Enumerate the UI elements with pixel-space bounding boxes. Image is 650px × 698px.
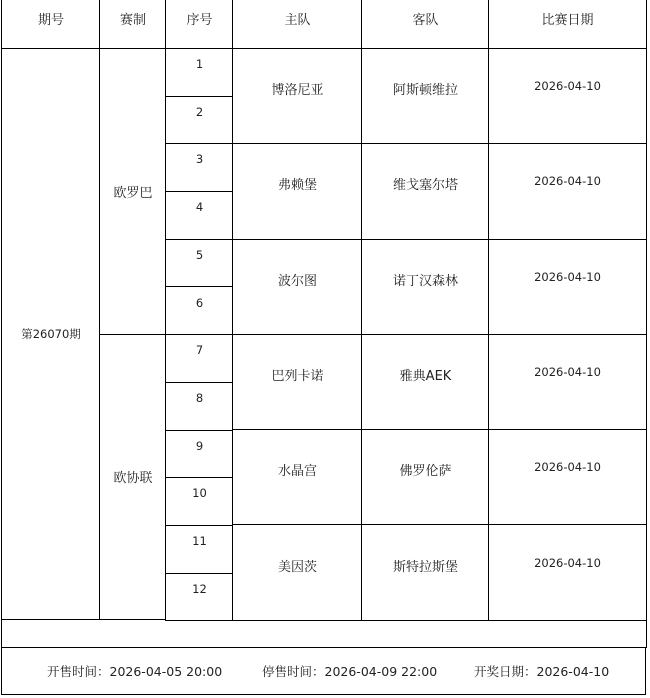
header-home: 主队 <box>232 0 362 49</box>
away-team-cell: 佛罗伦萨 <box>361 429 489 525</box>
spacer-row <box>1 619 647 648</box>
seq-number-cell: 8 <box>165 382 233 431</box>
draw-date-text: 开奖日期：2026-04-10 <box>474 664 610 679</box>
competition-cell-conference: 欧协联 <box>99 334 166 620</box>
match-date-cell: 2026-04-10 <box>488 143 647 239</box>
header-seq: 序号 <box>165 0 233 49</box>
footer-row <box>1 647 646 695</box>
match-date-cell: 2026-04-10 <box>488 239 647 335</box>
match-date-cell: 2026-04-10 <box>488 429 647 525</box>
home-team-cell: 弗赖堡 <box>232 143 362 239</box>
seq-number-cell: 3 <box>165 143 233 192</box>
home-team-cell: 美因茨 <box>232 525 362 621</box>
home-team-cell: 博洛尼亚 <box>232 48 362 144</box>
sale-start-text: 开售时间：2026-04-05 20:00 <box>47 664 223 679</box>
seq-number-cell: 12 <box>165 573 233 622</box>
seq-number-cell: 2 <box>165 96 233 145</box>
header-competition: 赛制 <box>99 0 166 49</box>
period-cell: 第26070期 <box>1 48 100 620</box>
header-away: 客队 <box>361 0 489 49</box>
away-team-cell: 斯特拉斯堡 <box>361 525 489 621</box>
competition-cell-europa: 欧罗巴 <box>99 48 166 335</box>
seq-number-cell: 4 <box>165 191 233 240</box>
seq-number-cell: 5 <box>165 239 233 288</box>
match-date-cell: 2026-04-10 <box>488 48 647 144</box>
away-team-cell: 雅典AEK <box>361 334 489 430</box>
match-date-cell: 2026-04-10 <box>488 525 647 621</box>
home-team-cell: 巴列卡诺 <box>232 334 362 430</box>
seq-number-cell: 6 <box>165 287 233 336</box>
away-team-cell: 阿斯顿维拉 <box>361 48 489 144</box>
match-date-cell: 2026-04-10 <box>488 334 647 430</box>
away-team-cell: 诺丁汉森林 <box>361 239 489 335</box>
header-period: 期号 <box>1 0 100 49</box>
sale-end-text: 停售时间：2026-04-09 22:00 <box>262 664 438 679</box>
home-team-cell: 水晶宫 <box>232 429 362 525</box>
seq-number-cell: 1 <box>165 48 233 97</box>
seq-number-cell: 9 <box>165 430 233 479</box>
seq-number-cell: 10 <box>165 477 233 526</box>
home-team-cell: 波尔图 <box>232 239 362 335</box>
seq-number-cell: 7 <box>165 334 233 383</box>
seq-number-cell: 11 <box>165 525 233 574</box>
away-team-cell: 维戈塞尔塔 <box>361 143 489 239</box>
header-date: 比赛日期 <box>488 0 647 49</box>
